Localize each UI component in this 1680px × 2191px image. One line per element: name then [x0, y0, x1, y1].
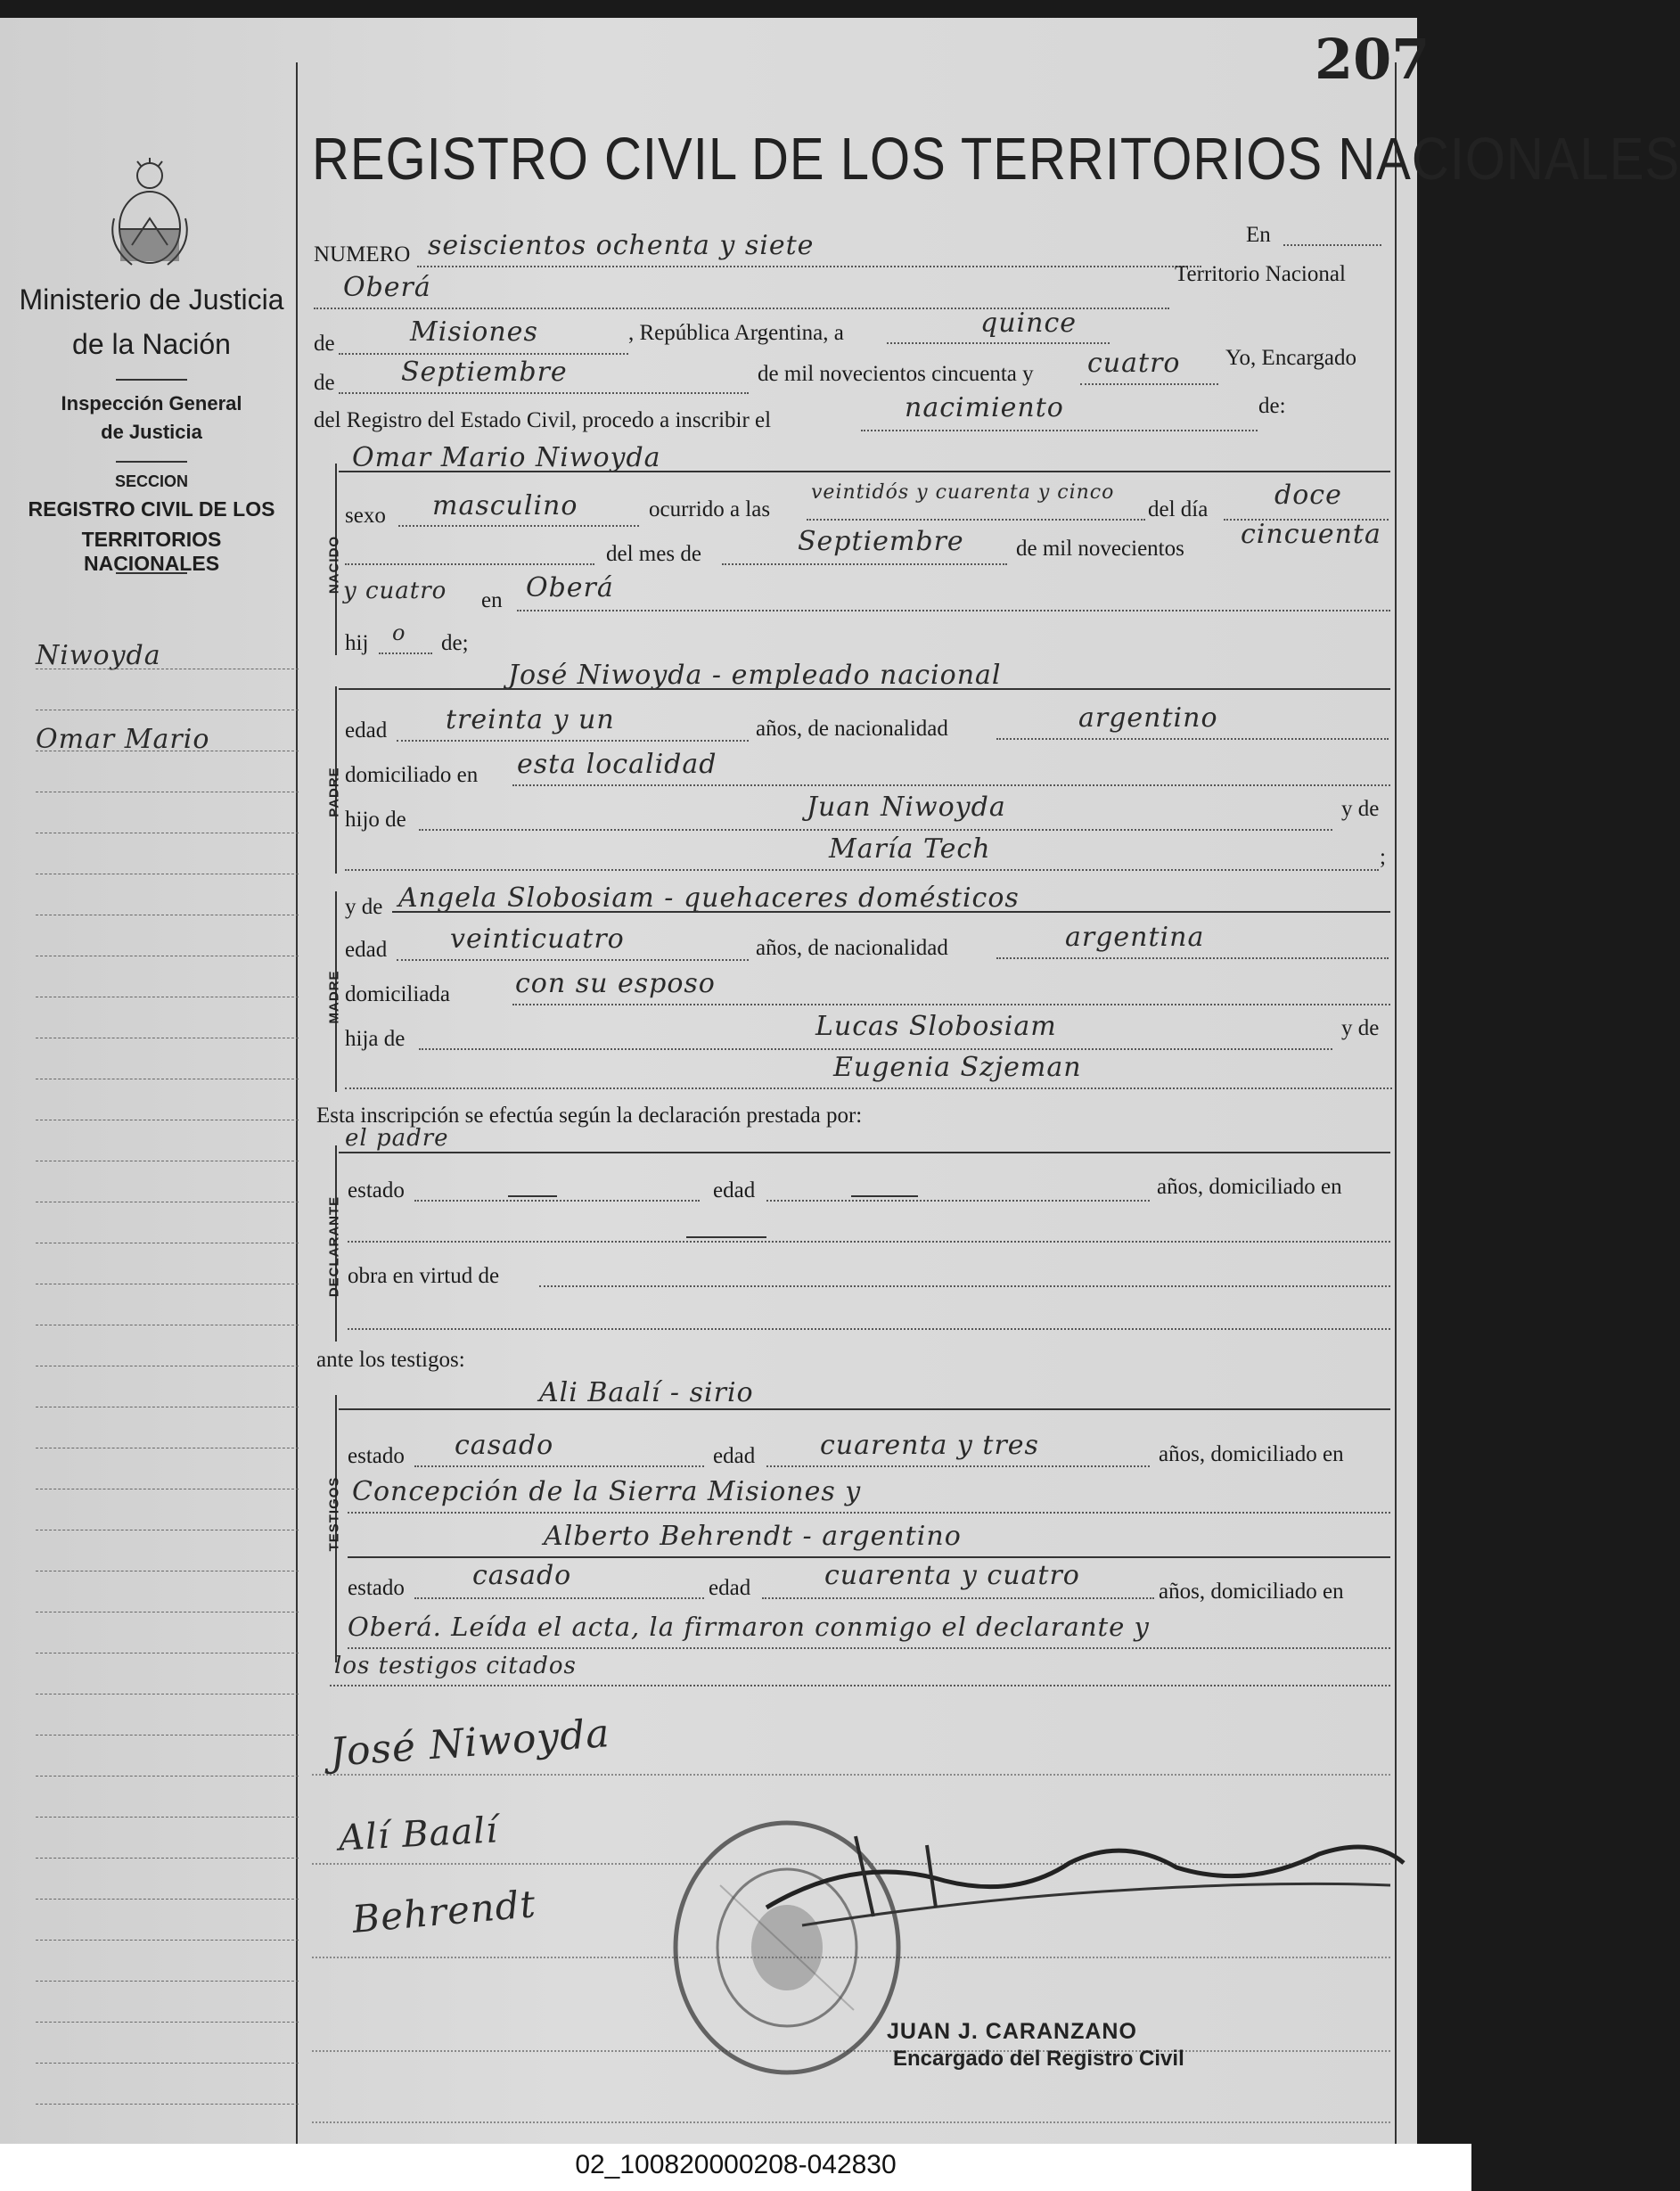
- testigo1-value: Ali Baalí - sirio: [539, 1377, 754, 1408]
- anio-nac-a-value: cincuenta: [1241, 519, 1381, 550]
- t2-estado-value: casado: [472, 1560, 572, 1591]
- officer-signature-icon: [749, 1801, 1408, 1952]
- madre-line: [392, 911, 1390, 913]
- label-de-mil-2: de mil novecientos: [1016, 537, 1184, 561]
- declarante-value: el padre: [345, 1125, 449, 1152]
- margin-given-names: Omar Mario: [36, 724, 210, 755]
- registry-line2: TERRITORIOS NACIONALES: [81, 528, 222, 575]
- label-anos-dom-t2: años, domiciliado en: [1159, 1580, 1344, 1604]
- label-edad-padre: edad: [345, 718, 388, 743]
- t1-estado-line: [414, 1465, 704, 1467]
- label-ocurrido: ocurrido a las: [649, 497, 771, 521]
- nombre-value: Omar Mario Niwoyda: [352, 442, 661, 473]
- abuela-m-line: [345, 1087, 1392, 1089]
- anio-nac-b-value: y cuatro: [343, 578, 447, 604]
- label-hija-de: hija de: [345, 1027, 406, 1051]
- label-del-mes: del mes de: [606, 542, 701, 566]
- label-domiciliada: domiciliada: [345, 982, 451, 1006]
- blank-line-1: [345, 563, 594, 565]
- section-label: SECCION: [114, 472, 188, 490]
- label-de-1: de: [314, 332, 335, 356]
- hij-suffix-value: o: [392, 620, 406, 645]
- footer-code: 02_100820000208-042830: [575, 2150, 897, 2179]
- hora-line: [807, 519, 1145, 521]
- label-en: En: [1246, 223, 1271, 247]
- sidebar-rule-3: [116, 572, 187, 574]
- lugar-nac-value: Oberá: [526, 572, 614, 603]
- mes-nac-value: Septiembre: [798, 526, 964, 557]
- t1-dom-value: Concepción de la Sierra Misiones y: [352, 1476, 862, 1507]
- label-de-mil: de mil novecientos cincuenta y: [758, 362, 1034, 386]
- margin-surname: Niwoyda: [36, 640, 161, 671]
- t1-edad-value: cuarenta y tres: [820, 1430, 1039, 1461]
- madre-edad-value: veinticuatro: [450, 923, 625, 955]
- label-y-de-madre-2: y de: [1341, 1016, 1380, 1040]
- padre-line: [339, 688, 1390, 690]
- sidebar-ruled-line: [36, 1817, 299, 1818]
- territorio-line: [339, 353, 628, 355]
- sidebar-ruled-line: [36, 1858, 299, 1859]
- sig-rule-5: [312, 2121, 1390, 2123]
- signature-ali-baali: Alí Baalí: [337, 1809, 499, 1859]
- padre-nac-line: [996, 738, 1389, 740]
- label-en-2: en: [481, 588, 503, 612]
- page-number: 207: [1315, 27, 1430, 92]
- territorio-value: Misiones: [410, 316, 538, 348]
- label-anos-nac-padre: años, de nacionalidad: [756, 717, 948, 741]
- t1-dom-line: [348, 1512, 1390, 1514]
- anio-line: [1080, 383, 1218, 385]
- nacido-tag: NACIDO: [326, 535, 342, 595]
- sidebar-ruled-line: [36, 1653, 299, 1654]
- numero-value: seiscientos ochenta y siete: [428, 230, 815, 261]
- dec-blank-dash: [686, 1236, 766, 1238]
- t2-estado-line: [414, 1597, 704, 1599]
- estado-dec-line: [414, 1200, 700, 1202]
- dia-nac-value: doce: [1274, 480, 1342, 511]
- abuelo-m-value: Lucas Slobosiam: [815, 1011, 1057, 1042]
- declarante-line: [339, 1152, 1390, 1153]
- label-anos-dom-t1: años, domiciliado en: [1159, 1442, 1344, 1466]
- label-republica: , República Argentina, a: [628, 321, 844, 345]
- label-y-de-padre: y de: [1341, 797, 1380, 821]
- sidebar-ruled-line: [36, 1940, 299, 1941]
- sidebar-ruled-line: [36, 2063, 299, 2064]
- obra-line: [539, 1285, 1390, 1287]
- testigos-tag: TESTIGOS: [326, 1476, 342, 1552]
- label-territorio: Territorio Nacional: [1175, 262, 1346, 286]
- t2-edad-line: [762, 1597, 1154, 1599]
- label-hijo-de: hijo de: [345, 808, 406, 832]
- declarante-tag: DECLARANTE: [326, 1195, 342, 1298]
- label-obra: obra en virtud de: [348, 1264, 500, 1288]
- label-domiciliado-padre: domiciliado en: [345, 763, 479, 787]
- padre-nac-value: argentino: [1078, 702, 1218, 734]
- padre-dom-value: esta localidad: [517, 749, 717, 780]
- t1-edad-line: [766, 1465, 1150, 1467]
- label-hij: hij: [345, 631, 369, 655]
- testigo2-value: Alberto Behrendt - argentino: [544, 1521, 962, 1552]
- abuelo-m-line: [419, 1048, 1332, 1050]
- label-edad-madre: edad: [345, 938, 388, 962]
- madre-dom-value: con su esposo: [515, 968, 716, 999]
- madre-nac-line: [996, 957, 1389, 959]
- lugar-value: Oberá: [343, 272, 431, 303]
- madre-value: Angela Slobosiam - quehaceres domésticos: [398, 882, 1020, 914]
- sig-rule-1: [312, 1774, 1390, 1776]
- lugar-nac-line: [517, 610, 1390, 611]
- label-edad-t1: edad: [713, 1444, 756, 1468]
- acto-line: [861, 430, 1258, 431]
- label-inscripcion: Esta inscripción se efectúa según la declaración prestada por:: [316, 1104, 863, 1128]
- dec-blank-line: [348, 1241, 1390, 1243]
- closing-line-2: los testigos citados: [334, 1653, 577, 1679]
- sidebar-ruled-line: [36, 1776, 299, 1777]
- label-de-semi: de;: [441, 631, 469, 655]
- obra-line-2: [348, 1328, 1390, 1330]
- signature-behrendt: Behrendt: [350, 1882, 538, 1941]
- padre-dom-line: [512, 784, 1390, 786]
- t1-estado-value: casado: [455, 1430, 554, 1461]
- padre-tag: PADRE: [326, 767, 342, 817]
- padre-edad-line: [397, 740, 749, 742]
- officer-name: JUAN J. CARANZANO: [887, 2019, 1137, 2044]
- label-estado-dec: estado: [348, 1178, 405, 1202]
- page-title: REGISTRO CIVIL DE LOS TERRITORIOS NACIONALES: [312, 126, 1680, 193]
- registry-line1: REGISTRO CIVIL DE LOS: [28, 497, 275, 521]
- label-numero: NUMERO: [314, 242, 411, 267]
- sidebar-ruled-line: [36, 1899, 299, 1900]
- label-testigos: ante los testigos:: [316, 1348, 465, 1372]
- sexo-value: masculino: [432, 490, 578, 521]
- label-estado-t1: estado: [348, 1444, 405, 1468]
- abuela-m-value: Eugenia Szjeman: [833, 1052, 1082, 1083]
- mes-value: Septiembre: [401, 357, 568, 388]
- abuelo-p-line: [419, 829, 1332, 831]
- sidebar-ruled-line: [36, 1694, 299, 1695]
- sidebar-ruled-line: [36, 1981, 299, 1982]
- closing-line-1: Oberá. Leída el acta, la firmaron conmigo el declarante y: [348, 1612, 1150, 1642]
- sidebar-ruled-line: [36, 2104, 299, 2105]
- abuela-p-line: [345, 869, 1379, 871]
- nombre-line: [339, 471, 1390, 472]
- abuela-p-value: María Tech: [829, 833, 991, 865]
- sidebar-rule-1: [116, 379, 187, 381]
- label-de-2: de: [314, 371, 335, 395]
- label-del-registro: del Registro del Estado Civil, procedo a inscribir el: [314, 408, 772, 432]
- inspection-line1: Inspección General: [61, 392, 242, 414]
- estado-dec-dash: [508, 1195, 557, 1197]
- inspection-line2: de Justicia: [101, 421, 202, 443]
- label-estado-t2: estado: [348, 1576, 405, 1600]
- label-edad-t2: edad: [709, 1576, 751, 1600]
- officer-title: Encargado del Registro Civil: [893, 2047, 1184, 2071]
- abuelo-p-value: Juan Niwoyda: [807, 792, 1006, 823]
- label-yo-encargado: Yo, Encargado: [1225, 346, 1356, 370]
- closing-line-rule-2: [330, 1685, 1390, 1686]
- sidebar-divider: [296, 62, 298, 2144]
- label-anos-dom-dec: años, domiciliado en: [1157, 1175, 1342, 1199]
- en-line: [1283, 244, 1381, 246]
- edad-dec-dash: [851, 1195, 918, 1197]
- dia-value: quince: [980, 308, 1077, 339]
- padre-edad-value: treinta y un: [446, 704, 615, 735]
- madre-edad-line: [397, 959, 749, 961]
- hora-value: veintidós y cuarenta y cinco: [811, 481, 1115, 504]
- sidebar-ruled-line: [36, 1735, 299, 1736]
- testigo1-line: [339, 1408, 1390, 1410]
- mes-nac-line: [722, 563, 1007, 565]
- sidebar-ruled-line: [36, 2022, 299, 2023]
- label-edad-dec: edad: [713, 1178, 756, 1202]
- label-y-de-madre: y de: [345, 895, 383, 919]
- t2-edad-value: cuarenta y cuatro: [824, 1560, 1080, 1591]
- acto-value: nacimiento: [905, 392, 1064, 423]
- sidebar-rule-2: [116, 461, 187, 463]
- mes-line: [339, 392, 749, 394]
- ministry-line1: Ministerio de Justicia: [19, 283, 284, 316]
- sexo-line: [398, 525, 639, 527]
- madre-nac-value: argentina: [1065, 922, 1205, 953]
- label-del-dia: del día: [1148, 497, 1209, 521]
- signature-jose-niwoyda: José Niwoyda: [328, 1711, 612, 1776]
- label-anos-nac-madre: años, de nacionalidad: [756, 936, 948, 960]
- hij-line: [379, 652, 432, 654]
- closing-line-rule: [348, 1647, 1390, 1649]
- label-de-colon: de:: [1258, 394, 1286, 418]
- coat-of-arms-icon: [105, 156, 194, 272]
- anio-value: cuatro: [1087, 348, 1181, 379]
- label-sexo: sexo: [345, 504, 386, 528]
- madre-tag: MADRE: [326, 970, 342, 1024]
- label-semicolon: ;: [1380, 845, 1386, 869]
- numero-line: [417, 266, 1201, 267]
- padre-value: José Niwoyda - empleado nacional: [508, 660, 1002, 691]
- ministry-line2: de la Nación: [72, 328, 231, 360]
- testigo2-line: [348, 1556, 1390, 1558]
- madre-dom-line: [512, 1004, 1390, 1005]
- dia-line: [887, 342, 1110, 344]
- edad-dec-line: [766, 1200, 1150, 1202]
